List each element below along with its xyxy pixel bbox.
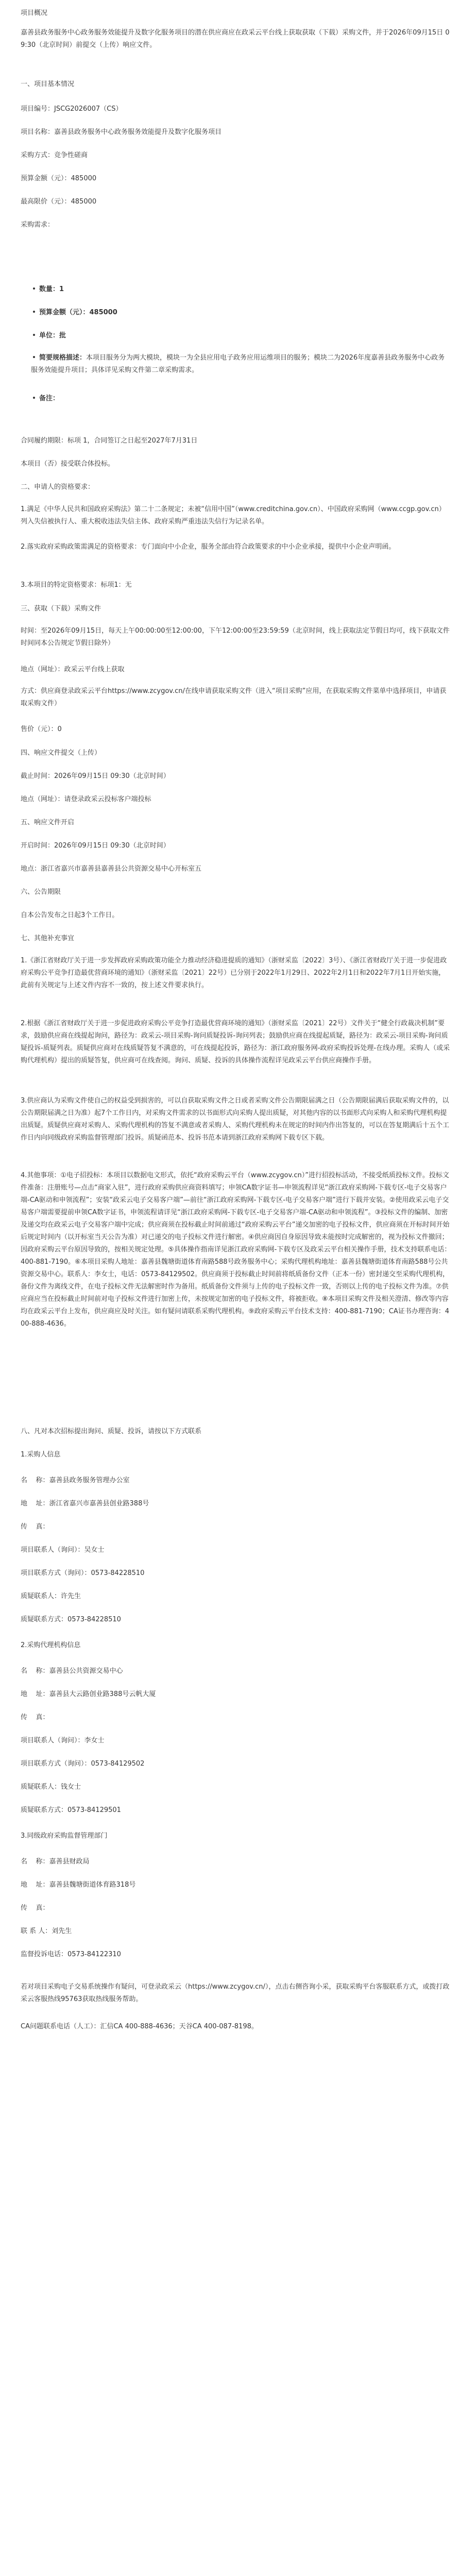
obtain-time: 时间：至2026年09月15日，每天上午00:00:00至12:00:00，下午12:00:00至23:59:59（北京时间，线上获取法定节假日均可，线下获取文件时间同本公告规定节假日除外） [21, 627, 450, 647]
section-notice-period-title: 六、公告期限 [21, 888, 61, 896]
notice-heading: 项目概况 [21, 9, 48, 17]
lot-budget: 预算金额（元）：485000 [31, 306, 451, 319]
purchaser-phone: 项目联系方式（询问）：0573-84228510 [21, 1569, 145, 1577]
project-name: 项目名称：嘉善县政务服务中心政务服务效能提升及数字化服务项目 [21, 128, 222, 136]
purchaser-fax: 传 真： [21, 1523, 49, 1531]
bullet-icon [33, 397, 35, 399]
purchaser-address: 地 址：浙江省嘉兴市嘉善县创业路388号 [21, 1500, 149, 1507]
section-submission-title: 四、响应文件提交（上传） [21, 749, 101, 757]
lot-unit: 单位：批 [31, 329, 451, 343]
document-price: 售价（元）：0 [21, 725, 62, 733]
supervisor-phone: 监督投诉电话：0573-84122310 [21, 1951, 121, 1958]
bullet-icon [33, 287, 35, 290]
supplementary-item-2: 2.根据《浙江省财政厅关于进一步促进政府采购公平竞争打造最优营商环境的通知》（浙财采监〔2021〕22号）文件关于“健全行政裁决机制”要求，鼓励供应商在线提起询问，路径为：政采云-项目采购-询问质疑投诉-询问列表；鼓励供应商在线提起质疑，路径为：政采云-项目采购-询问质疑投诉-质疑列表。质疑供应商对在线质疑答复不满意的，可在线提起投诉，路径为：浙江政府服务网-政府采购投诉处理-在线办理。采购人（或采购代理机构）提出的质疑答复，供应商可在线查阅。询问、质疑、投诉的具体操作流程详见政采云平台供应商操作手册。 [21, 1020, 450, 1064]
supervisor-info-title: 3.同级政府采购监督管理部门 [21, 1832, 108, 1840]
purchaser-contact: 项目联系人（询问）：吴女士 [21, 1546, 105, 1554]
opening-place: 地点：浙江省嘉兴市嘉善县嘉善县公共资源交易中心开标室五 [21, 865, 202, 873]
supplementary-item-4: 4.其他事项：①电子招投标：本项目以数据电文形式，依托“政府采购云平台（www.zcygov.cn）”进行招投标活动，不接受纸质投标文件。投标文件准备：注册账号—点击“商家入驻”，进行政府采购供应商资料填写；申领CA数字证书—申领流程详见“浙江政府采购网-下载专区-电子交易客户端-CA驱动和申领流程”；安装“政采云电子交易客户端”—前往“浙江政府采购网-下载专区-电子交易客户端”进行下载并安装。②使用政采云电子交易客户端需要提前申领CA数字证书，申领流程请详见“浙江政府采购网-下载专区-电子交易客户端-CA驱动和申领流程”。③投标文件的编制、加密及递交均在政采云电子交易客户端中完成；供应商须在投标截止时间前通过“政府采购云平台”递交加密的电子投标文件，供应商须在开标时间开始后规定时间内（以开标室当天公告为准）对已递交的电子投标文件进行解密。④供应商因自身原因导致未能按时完成解密的，视为投标文件撤回；因政府采购云平台原因导致的，按相关规定处理。⑤具体操作指南详见浙江政府采购网-下载专区及政采云平台相关操作手册，技术支持联系电话：400-881-7190。⑥本项目采购人地址：嘉善县魏塘街道体育南路588号政务服务中心；采购代理机构地址：嘉善县魏塘街道体育南路588号公共资源交易中心。联系人：李女士，电话：0573-84129502。供应商须于投标截止时间前将纸质备份文件（正本一份）密封递交至采购代理机构，备份文件为离线文件，在电子投标文件无法解密时作为备用。纸质备份文件须与上传的电子投标文件一致，否则以上传的电子投标文件为准。⑦供应商应当在投标截止时间前对电子投标文件进行加密上传，未按规定加密的电子投标文件，将被拒收。⑧本项目采购文件及相关澄清、修改等内容均在政采云平台上发布，供应商应及时关注。如有疑问请联系采购代理机构。⑨政府采购云平台技术支持：400-881-7190；CA证书办理咨询：400-888-4636。 [21, 1172, 451, 1328]
agency-contact: 项目联系人（询问）：李女士 [21, 1737, 105, 1744]
bullet-icon [33, 311, 35, 313]
lot-remark: 备注： [31, 392, 451, 405]
agency-phone: 项目联系方式（询问）：0573-84129502 [21, 1760, 145, 1768]
purchaser-name: 名 称：嘉善县政务服务管理办公室 [21, 1477, 130, 1484]
submission-place: 地点（网址）：请登录政采云投标客户端投标 [21, 795, 151, 803]
agency-info-title: 2.采购代理机构信息 [21, 1641, 81, 1649]
notice-period: 自本公告发布之日起3个工作日。 [21, 911, 119, 919]
consortium-statement: 本项目（否）接受联合体投标。 [21, 460, 115, 468]
qualification-requirement-1: 1.满足《中华人民共和国政府采购法》第二十二条规定；未被“信用中国”（www.creditchina.gov.cn）、中国政府采购网（www.ccgp.gov.cn）列入失信被执行人、重大税收违法失信主体、政府采购严重违法失信行为记录名单。 [21, 505, 446, 526]
project-number: 项目编号：JSCG2026007（CS） [21, 105, 123, 113]
contract-period: 合同履约期限：标项 1，合同签订之日起至2027年7月31日 [21, 437, 198, 445]
agency-question-contact: 质疑联系人：钱女士 [21, 1783, 81, 1791]
section-opening-title: 五、响应文件开启 [21, 819, 75, 826]
supervisor-fax: 传 真： [21, 1904, 49, 1912]
section-obtain-docs-title: 三、获取（下载）采购文件 [21, 605, 101, 613]
purchaser-info-title: 1.采购人信息 [21, 1451, 61, 1459]
qualification-requirement-2: 2.落实政府采购政策需满足的资格要求：专门面向中小企业，服务全部由符合政策要求的中小企业承接，提供中小企业声明函。 [21, 543, 396, 551]
supplementary-item-1: 1.《浙江省财政厅关于进一步发挥政府采购政策功能全力推动经济稳进提质的通知》（浙财采监〔2022〕3号）、《浙江省财政厅关于进一步促进政府采购公平竞争打造最优营商环境的通知》（浙财采监〔2021〕22号）已分别于2022年1月29日、2022年2月1日和2022年7月1日开始实施，此前有关规定与上述文件内容不一致的，按上述文件要求执行。 [21, 957, 447, 989]
procurement-method: 采购方式：竞争性磋商 [21, 151, 88, 159]
qualification-requirement-3: 3.本项目的特定资格要求：标项1：无 [21, 581, 132, 589]
bullet-icon [33, 356, 35, 358]
lot-spec-description: 简要规格描述：本项目服务分为两大模块，模块一为全县应用电子政务应用运维项目的服务；模块二为2026年度嘉善县政务服务中心政务服务效能提升项目；具体详见采购文件第二章采购需求。 [31, 354, 445, 374]
agency-name: 名 称：嘉善县公共资源交易中心 [21, 1667, 123, 1675]
ca-support-phones: CA问题联系电话（人工）：汇信CA 400-888-4636；天谷CA 400-087-8198。 [21, 2023, 258, 2030]
platform-help-note: 若对项目采购电子交易系统操作有疑问，可登录政采云（https://www.zcygov.cn/），点击右侧咨询小采，获取采购平台客服联系方式，或拨打政采云客服热线95763获取热线服务帮助。 [21, 1983, 450, 2003]
lot-quantity: 数量：1 [31, 282, 451, 296]
procurement-needs-title: 采购需求： [21, 221, 55, 229]
agency-fax: 传 真： [21, 1714, 49, 1721]
project-overview: 嘉善县政务服务中心政务服务效能提升及数字化服务项目的潜在供应商应在政采云平台线上获取获取（下载）采购文件，并于2026年09月15日 09:30（北京时间）前提交（上传）响应文件。 [21, 29, 450, 49]
section-qualification-title: 二、申请人的资格要求： [21, 483, 95, 491]
submission-deadline: 截止时间：2026年09月15日 09:30（北京时间） [21, 772, 170, 780]
supervisor-address: 地 址：嘉善县魏塘街道体育路318号 [21, 1881, 136, 1889]
supervisor-contact: 联 系 人：刘先生 [21, 1927, 72, 1935]
section-supplementary-title: 七、其他补充事宜 [21, 935, 75, 942]
supervisor-name: 名 称：嘉善县财政局 [21, 1858, 90, 1866]
bullet-icon [33, 334, 35, 336]
budget-amount: 预算金额（元）：485000 [21, 175, 97, 182]
max-price: 最高限价（元）：485000 [21, 198, 97, 206]
purchaser-question-phone: 质疑联系方式：0573-84228510 [21, 1616, 121, 1623]
section-basic-info-title: 一、项目基本情况 [21, 80, 75, 88]
purchaser-question-contact: 质疑联系人：许先生 [21, 1592, 81, 1600]
obtain-place: 地点（网址）：政采云平台线上获取 [21, 666, 125, 673]
agency-address: 地 址：嘉善县大云路创业路388号云帆大厦 [21, 1690, 156, 1698]
supplementary-item-3: 3.供应商认为采购文件使自己的权益受到损害的，可以自获取采购文件之日或者采购文件公告期限届满之日（公告期限届满后获取采购文件的，以公告期限届满之日为准）起7个工作日内，对采购文件需求的以书面形式向采购人提出质疑，对其他内容的以书面形式向采购人和采购代理机构提出质疑。质疑供应商对采购人、采购代理机构的答复不满意或者采购人、采购代理机构未在规定的时间内作出答复的，可以在答复期满后十五个工作日内向同级政府采购监督管理部门投诉。质疑函范本、投诉书范本请到浙江政府采购网下载专区下载。 [21, 1097, 450, 1142]
agency-question-phone: 质疑联系方式：0573-84129501 [21, 1806, 121, 1814]
opening-time: 开启时间：2026年09月15日 09:30（北京时间） [21, 842, 170, 850]
obtain-method: 方式：供应商登录政采云平台https://www.zcygov.cn/在线申请获取采购文件（进入“项目采购”应用，在获取采购文件菜单中选择项目，申请获取采购文件） [21, 687, 447, 707]
section-contact-title: 八、凡对本次招标提出询问、质疑、投诉，请按以下方式联系 [21, 1428, 202, 1435]
